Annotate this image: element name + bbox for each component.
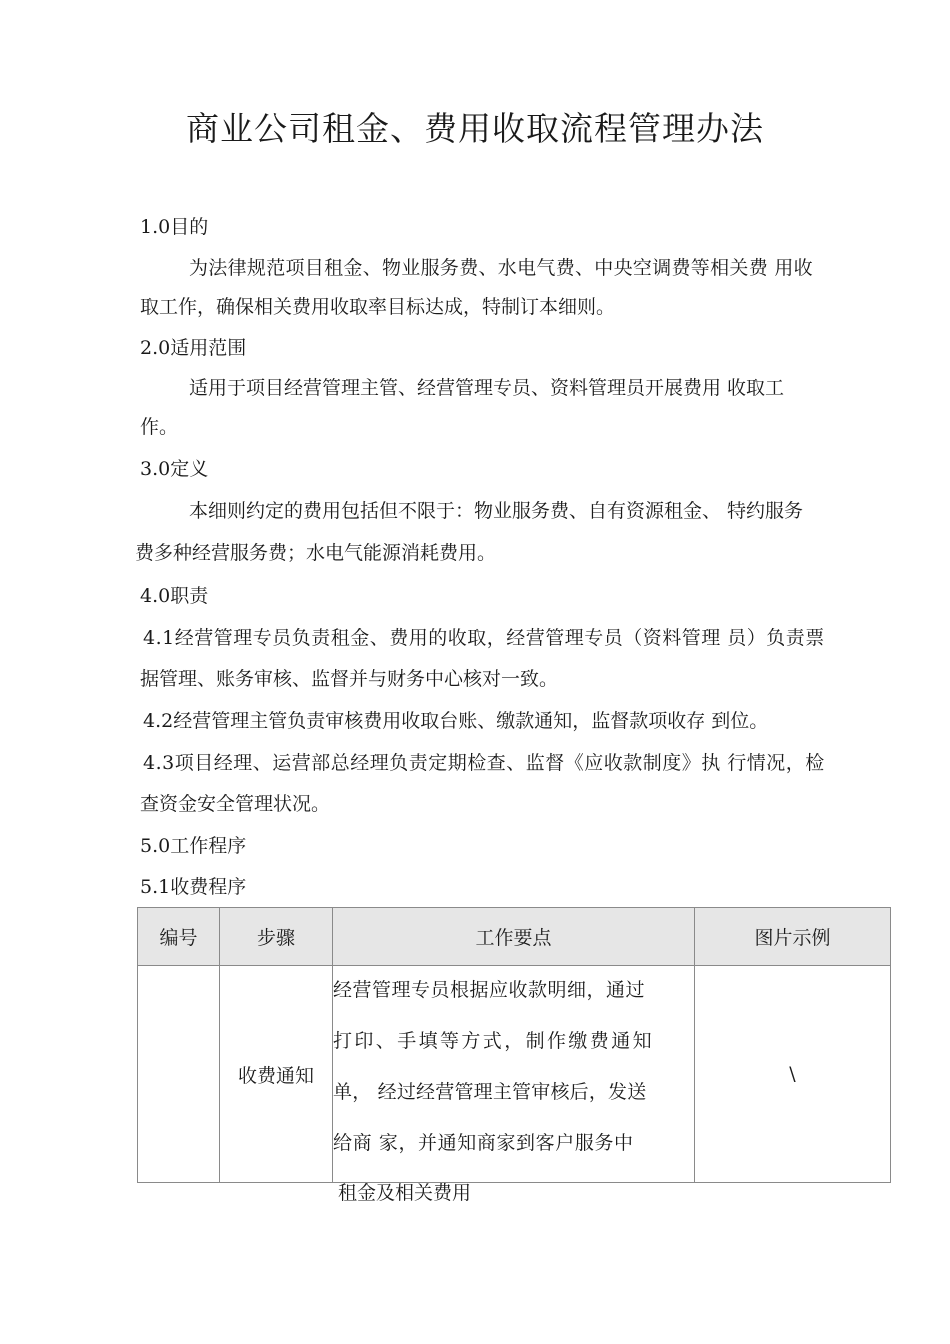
trailing-text: 租金及相关费用 — [338, 1182, 472, 1204]
procedure-table — [137, 907, 891, 1183]
paragraph-line: 适用于项目经营管理主管、经营管理专员、资料管理员开展费用 收取工 — [189, 377, 785, 399]
work-point-line: 给商 家，并通知商家到客户服务中 — [333, 1132, 634, 1154]
header-image-example: 图片示例 — [695, 908, 891, 966]
section-heading-purpose: 1.0目的 — [140, 216, 209, 238]
cell-number — [138, 966, 220, 1183]
paragraph-line: 4.1经营管理专员负责租金、费用的收取，经营管理专员（资料管理 员）负责票 — [143, 627, 825, 649]
paragraph-line: 作。 — [140, 416, 179, 438]
work-point-line: 经营管理专员根据应收款明细，通过 — [333, 979, 646, 1001]
header-step: 步骤 — [220, 908, 333, 966]
paragraph-line: 本细则约定的费用包括但不限于：物业服务费、自有资源租金、 特约服务 — [189, 500, 804, 522]
header-number: 编号 — [138, 908, 220, 966]
paragraph-line: 查资金安全管理状况。 — [140, 793, 331, 815]
cell-image-example: \ — [695, 966, 891, 1183]
section-heading-scope: 2.0适用范围 — [140, 337, 247, 359]
paragraph-line: 4.3项目经理、运营部总经理负责定期检查、监督《应收款制度》执 行情况，检 — [143, 752, 825, 774]
work-point-line: 打印、手填等方式，制作缴费通知 — [333, 1030, 655, 1052]
table-row — [138, 966, 891, 1183]
header-work-points: 工作要点 — [333, 908, 695, 966]
paragraph-line: 据管理、账务审核、监督并与财务中心核对一致。 — [140, 668, 559, 690]
cell-work-points — [333, 966, 695, 1183]
section-heading-duties: 4.0职责 — [140, 585, 209, 607]
document-title: 商业公司租金、费用收取流程管理办法 — [186, 109, 764, 148]
paragraph-line: 4.2经营管理主管负责审核费用收取台账、缴款通知，监督款项收存 到位。 — [143, 710, 769, 732]
cell-step: 收费通知 — [220, 966, 333, 1183]
paragraph-line: 费多种经营服务费；水电气能源消耗费用。 — [135, 542, 497, 564]
paragraph-line: 取工作，确保相关费用收取率目标达成，特制订本细则。 — [140, 296, 616, 318]
work-point-line: 单， 经过经营管理主管审核后，发送 — [333, 1081, 647, 1103]
paragraph-line: 为法律规范项目租金、物业服务费、水电气费、中央空调费等相关费 用收 — [189, 257, 813, 279]
subsection-heading-fee-procedure: 5.1收费程序 — [140, 876, 247, 898]
section-heading-procedure: 5.0工作程序 — [140, 835, 247, 857]
section-heading-definition: 3.0定义 — [140, 458, 209, 480]
table-header-row — [138, 908, 891, 966]
